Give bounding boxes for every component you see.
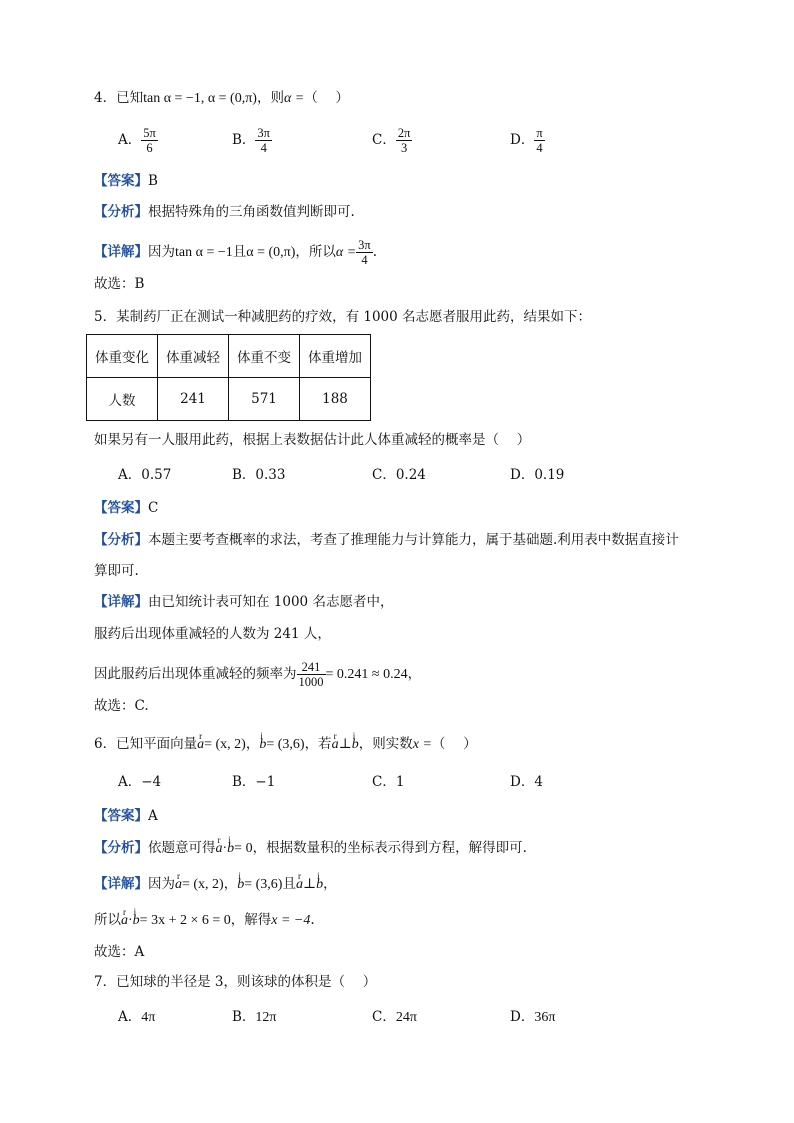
vector-a: r a (296, 875, 303, 895)
q6-detail-2: 所以r a·i b= 3x + 2 × 6 = 0，解得x = −4. (94, 910, 315, 931)
table-cell: 人数 (87, 378, 158, 421)
q7-option-d: D．36π (510, 1009, 556, 1025)
fraction: $\frac{2\pi}{3}$ (397, 126, 411, 155)
q5-question: 如果另有一人服用此药，根据上表数据估计此人体重减轻的概率是（ ） (94, 432, 531, 448)
fraction: $\frac{5\pi}{6}$ (143, 126, 156, 155)
table-cell: 241 (158, 378, 229, 421)
table-cell: 188 (300, 378, 371, 421)
vector-b: i b (316, 875, 323, 895)
q5-option-c: C．0.24 (372, 467, 426, 483)
weight-change-table (86, 334, 371, 421)
q4-option-b: B． $\frac{3\pi}{4}$ (232, 126, 270, 155)
q5-choice: 故选：C. (94, 698, 149, 714)
q4-choice: 故选：B (94, 276, 145, 292)
q6-option-b: B．−1 (232, 774, 276, 790)
q5-analysis-cont: 算即可. (94, 563, 139, 579)
q5-answer: 【答案】C (94, 500, 159, 516)
q4-detail: 【详解】因为tan α = −1且α = (0,π)，所以α = $\frac{3\pi}{4}$ . (94, 238, 378, 267)
q4-analysis: 【分析】根据特殊角的三角函数值判断即可. (94, 204, 355, 220)
q5-option-a: A．0.57 (118, 467, 172, 483)
fraction: $\frac{3\pi}{4}$ (358, 238, 371, 267)
fraction: $\frac{3\pi}{4}$ (257, 126, 270, 155)
q6-answer: 【答案】A (94, 808, 158, 824)
q4-stem: 4．已知tan α = −1, α = (0,π)，则α =（ ） (94, 90, 350, 106)
q5-option-d: D．0.19 (510, 467, 565, 483)
vector-a: r a (175, 875, 182, 895)
table-cell: 571 (229, 378, 300, 421)
q7-option-b: B．12π (232, 1009, 277, 1025)
table-row (87, 378, 371, 421)
q5-analysis: 【分析】本题主要考查概率的求法，考查了推理能力与计算能力，属于基础题.利用表中数据直接计 (94, 532, 679, 548)
fraction: $\frac{\pi}{4}$ (536, 126, 543, 155)
q6-analysis: 【分析】依题意可得r a·i b= 0，根据数量积的坐标表示得到方程，解得即可. (94, 838, 527, 859)
q4-option-a: A． $\frac{5\pi}{6}$ (118, 126, 156, 155)
q6-stem: 6．已知平面向量r a= (x, 2)，i b= (3,6)，若r a⊥i b，则实数x =（ ） (94, 734, 477, 755)
q5-detail-3: 因此服药后出现体重减轻的频率为 $\frac{241}{1000}$ = 0.241 ≈ 0.24， (94, 660, 422, 689)
q6-detail: 【详解】因为r a= (x, 2)，i b= (3,6)且r a⊥i b， (94, 874, 337, 895)
q6-option-a: A．−4 (118, 774, 162, 790)
fraction: $\frac{241}{1000}$ (298, 660, 324, 689)
vector-b: i b (259, 735, 266, 755)
table-cell: 体重增加 (300, 335, 371, 378)
q5-option-b: B．0.33 (232, 467, 286, 483)
vector-b: i b (133, 911, 140, 931)
vector-a: r a (332, 735, 339, 755)
q7-stem: 7．已知球的半径是 3，则该球的体积是（ ） (94, 974, 377, 990)
q7-option-a: A．4π (118, 1009, 156, 1025)
q5-stem: 5．某制药厂正在测试一种减肥药的疗效，有 1000 名志愿者服用此药，结果如下： (94, 309, 592, 325)
vector-b: i b (352, 735, 359, 755)
vector-b: i b (227, 839, 234, 859)
table-cell: 体重不变 (229, 335, 300, 378)
q7-option-c: C．24π (372, 1009, 417, 1025)
q4-option-d: D． $\frac{\pi}{4}$ (510, 126, 543, 155)
q6-option-d: D．4 (510, 774, 543, 790)
vector-a: r a (121, 911, 128, 931)
q6-choice: 故选：A (94, 944, 145, 960)
q4-answer: 【答案】B (94, 173, 158, 189)
vector-b: i b (237, 875, 244, 895)
table-row (87, 335, 371, 378)
q5-detail: 【详解】由已知统计表可知在 1000 名志愿者中， (94, 594, 394, 610)
table-cell: 体重减轻 (158, 335, 229, 378)
q6-option-c: C．1 (372, 774, 405, 790)
q5-detail-2: 服药后出现体重减轻的人数为 241 人， (94, 626, 331, 642)
vector-a: r a (216, 839, 223, 859)
q4-option-c: C． $\frac{2\pi}{3}$ (372, 126, 411, 155)
vector-a: r a (197, 735, 204, 755)
table-cell: 体重变化 (87, 335, 158, 378)
